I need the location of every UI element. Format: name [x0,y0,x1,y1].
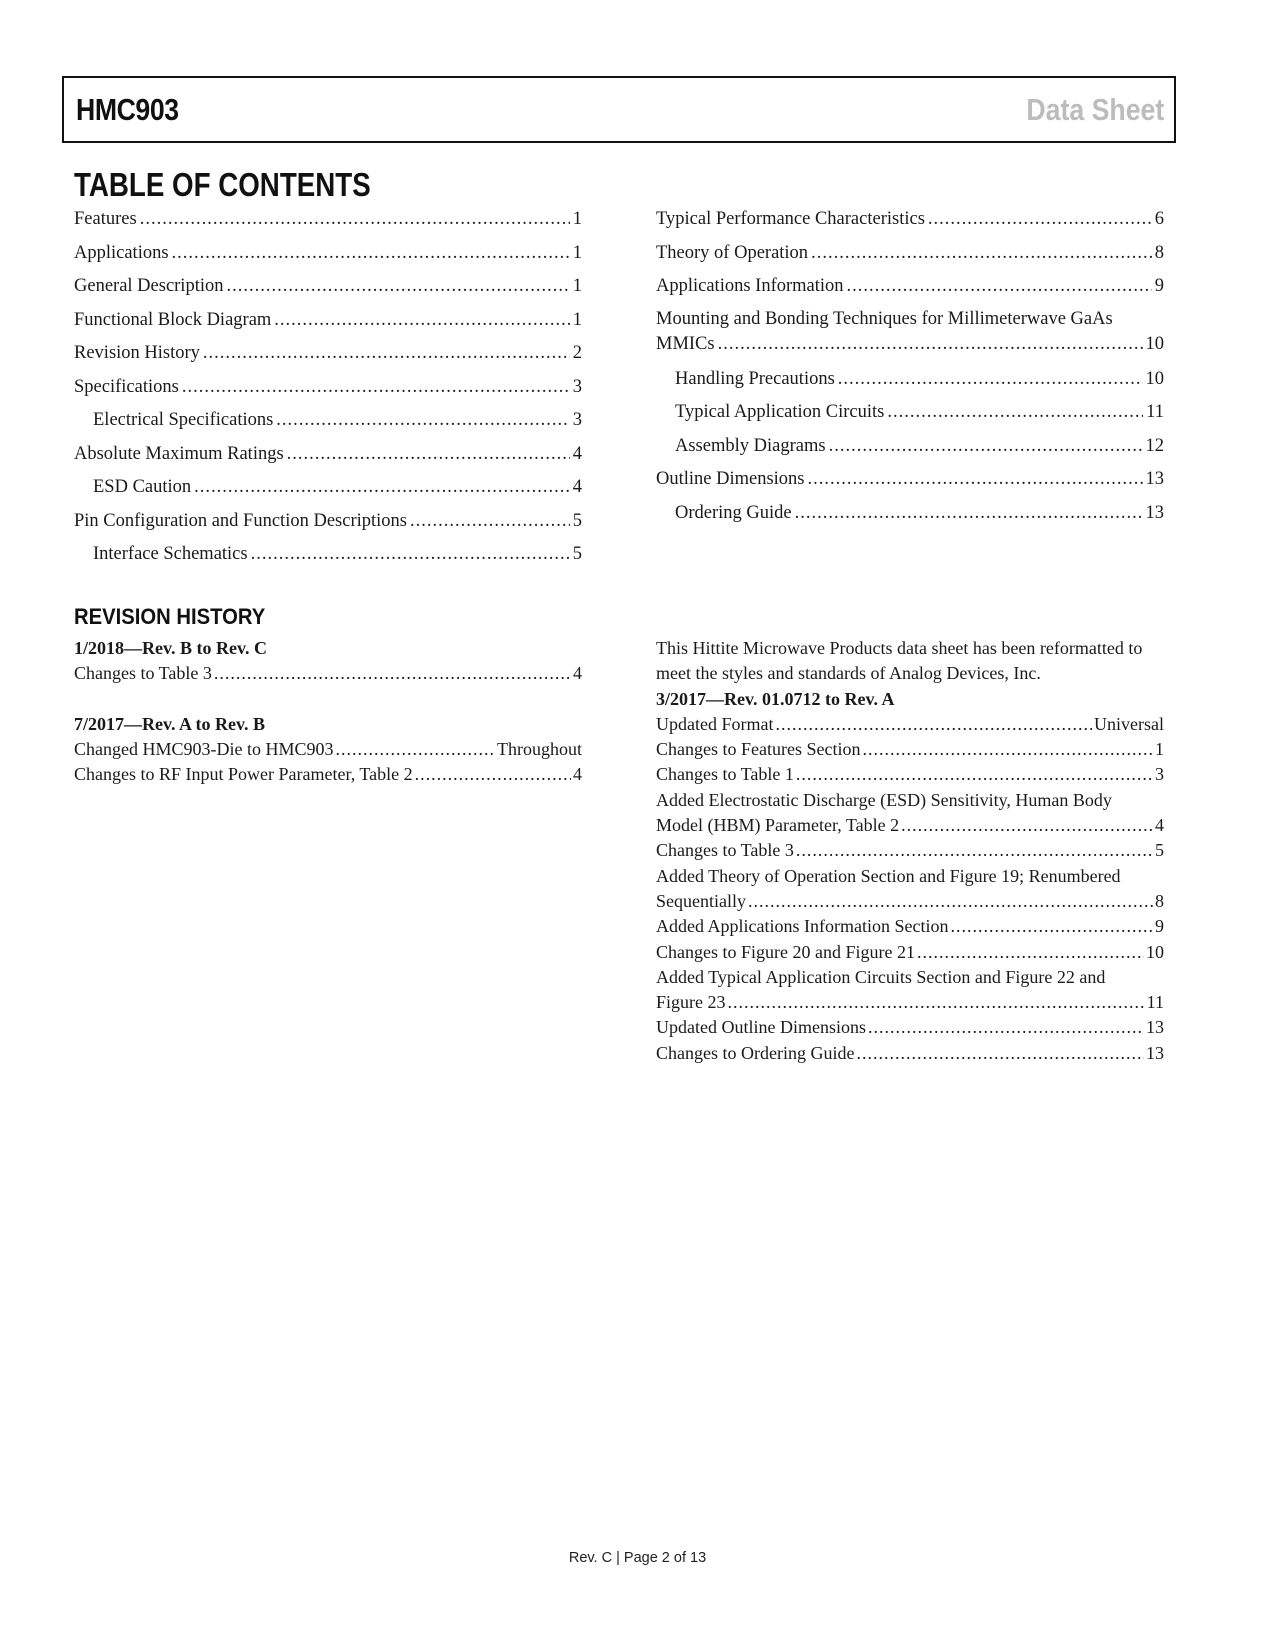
revision-item [656,914,1164,939]
toc-entry-label: Pin Configuration and Function Descriptions [74,510,407,531]
revision-item-label: Changes to Ordering Guide [656,1042,855,1063]
toc-entry-page: 11 [1146,402,1164,422]
toc-entry[interactable] [74,203,582,237]
toc-entry-page: 2 [572,343,582,363]
toc-entry-page: 3 [572,376,582,397]
toc-entry[interactable] [74,337,582,371]
toc-entry-page: 1 [572,242,582,263]
toc-subentry[interactable] [74,471,582,505]
revision-item-page: 4 [1155,815,1164,836]
product-name: HMC903 [76,92,179,127]
toc-entry-page: 1 [572,209,582,229]
toc-entry[interactable] [74,304,582,338]
toc-subentry[interactable] [656,363,1164,397]
revision-item [656,1015,1164,1040]
toc-entry-page: 9 [1154,276,1164,296]
toc-subentry[interactable] [74,538,582,572]
revision-item [656,838,1164,863]
toc-entry-page: 1 [572,276,582,296]
toc-entry[interactable] [656,203,1164,237]
revision-heading: 1/2018—Rev. B to Rev. C [74,638,267,658]
toc-entry[interactable] [74,371,582,405]
revision-item-line1: Added Theory of Operation Section and Figure 19; Renumbered [656,865,1121,886]
toc-entry-label: Handling Precautions [675,368,835,389]
toc-entry[interactable] [74,237,582,271]
toc-entry-page: 13 [1145,502,1164,523]
toc-entry[interactable] [74,438,582,472]
revision-item-page: 13 [1146,1017,1164,1038]
revision-item-label: Model (HBM) Parameter, Table 2 [656,815,900,836]
toc-entry[interactable] [74,270,582,304]
revision-item-label: Updated Format [656,713,774,734]
revision-history-right [656,636,1164,1066]
toc-entry-page: 8 [1154,242,1164,263]
toc-entry-label: Theory of Operation [656,242,809,263]
revision-history-title: REVISION HISTORY [74,604,266,629]
toc-entry-label: Applications [74,242,169,263]
toc-entry-page: 5 [572,510,582,531]
toc-entry-label: Functional Block Diagram [74,309,272,330]
revision-item-label: Updated Outline Dimensions [656,1017,866,1038]
revision-item [656,1041,1164,1066]
toc-right-column [656,203,1164,530]
reformat-note-line: This Hittite Microwave Products data sheet has been reformatted to [656,638,1143,658]
revision-item [656,940,1164,965]
revision-item-page: 4 [573,663,582,684]
toc-subentry[interactable] [656,396,1164,430]
revision-item-line1: Added Typical Application Circuits Section and Figure 22 and [656,966,1106,987]
toc-entry-label: General Description [74,276,224,296]
toc-entry-label: Absolute Maximum Ratings [74,443,284,464]
toc-entry-label: Typical Performance Characteristics [656,209,925,229]
toc-entry-page: 3 [572,410,582,430]
document-type: Data Sheet [1026,92,1164,127]
toc-entry-page: 4 [572,477,582,497]
revision-item-page: 3 [1155,764,1164,785]
toc-entry-label: Outline Dimensions [656,469,805,489]
toc-entry[interactable] [656,270,1164,304]
toc-entry[interactable] [656,237,1164,271]
revision-item-page: 8 [1155,890,1164,911]
revision-heading: 3/2017—Rev. 01.0712 to Rev. A [656,688,895,709]
toc-entry-page: 10 [1145,333,1164,354]
toc-entry-label: Interface Schematics [93,544,248,564]
revision-item [656,737,1164,762]
revision-item-label: Changes to RF Input Power Parameter, Table 2 [74,764,413,785]
reformat-note-line: meet the styles and standards of Analog Devices, Inc. [656,663,1041,684]
toc-entry-label: ESD Caution [93,477,192,497]
toc-entry-wrapped[interactable] [656,304,1164,357]
revision-item-page: 4 [573,764,582,785]
revision-item-page: 1 [1155,739,1164,760]
toc-entry-page: 12 [1145,435,1164,456]
toc-entry-label: Applications Information [656,276,844,296]
revision-item-line1: Added Electrostatic Discharge (ESD) Sensitivity, Human Body [656,789,1112,810]
revision-item-page: Universal [1094,713,1164,734]
revision-item-page: 13 [1146,1042,1164,1063]
revision-item [656,813,1164,838]
toc-entry-label: Features [74,209,137,229]
toc-entry-label: MMICs [656,333,715,354]
revision-item [656,990,1164,1015]
revision-item-label: Added Applications Information Section [656,916,949,937]
revision-item-page: 9 [1155,916,1164,937]
revision-item [74,737,582,762]
revision-item-label: Changes to Features Section [656,739,861,760]
toc-entry-label: Mounting and Bonding Techniques for Millimeterwave GaAs [656,308,1113,329]
revision-item [656,712,1164,737]
revision-item [74,661,582,686]
revision-history-left [74,636,582,787]
revision-item-label: Changes to Figure 20 and Figure 21 [656,941,915,962]
revision-item [656,889,1164,914]
toc-entry-page: 4 [572,443,582,464]
toc-entry-page: 13 [1145,469,1164,489]
revision-item-page: 5 [1155,840,1164,861]
revision-item [656,762,1164,787]
toc-left-column [74,203,582,572]
page-header [62,76,1176,143]
revision-item-label: Changes to Table 1 [656,764,794,785]
toc-subentry[interactable] [656,497,1164,531]
page-footer: Rev. C | Page 2 of 13 [568,1550,707,1566]
toc-entry-label: Typical Application Circuits [675,402,885,422]
revision-item-label: Changes to Table 3 [74,663,212,684]
toc-entry-label: Assembly Diagrams [675,435,826,456]
toc-entry[interactable] [656,463,1164,497]
revision-item-label: Changes to Table 3 [656,840,794,861]
toc-subentry[interactable] [74,404,582,438]
toc-entry-label: Specifications [74,376,179,397]
toc-subentry[interactable] [656,430,1164,464]
toc-title: TABLE OF CONTENTS [74,166,371,203]
toc-entry-page: 10 [1145,368,1164,389]
revision-item-label: Figure 23 [656,992,726,1013]
revision-item-label: Changed HMC903-Die to HMC903 [74,738,334,759]
revision-item-page: 10 [1146,941,1164,962]
toc-entry-label: Revision History [74,343,200,363]
toc-entry-label: Electrical Specifications [93,410,274,430]
toc-entry[interactable] [74,505,582,539]
revision-item-label: Sequentially [656,890,746,911]
toc-entry-page: 6 [1154,209,1164,229]
toc-entry-label: Ordering Guide [675,502,792,523]
toc-entry-continuation [656,332,1164,357]
revision-item-page: Throughout [497,738,582,759]
revision-heading: 7/2017—Rev. A to Rev. B [74,713,266,734]
revision-item [74,762,582,787]
revision-item-page: 11 [1146,992,1164,1013]
toc-entry-page: 1 [572,309,582,330]
toc-entry-page: 5 [572,544,582,564]
